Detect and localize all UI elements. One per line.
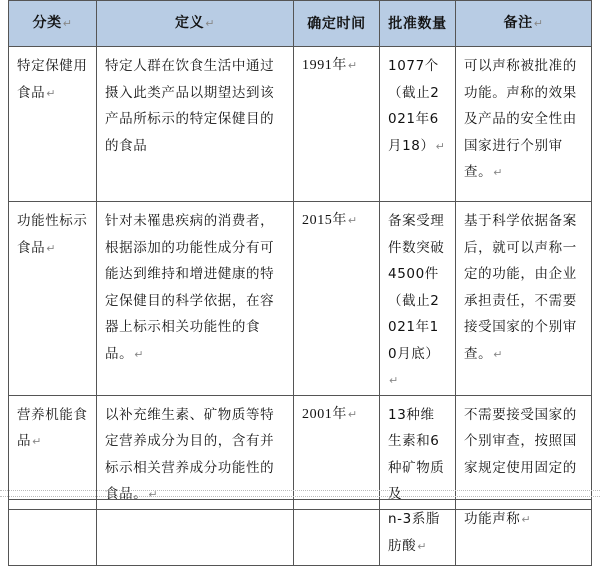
page-break-separator bbox=[0, 490, 600, 498]
header-cell-definition: 定义↵ bbox=[97, 1, 294, 47]
definition-cell: 以补充维生素、矿物质等特定营养成分为目的，含有并标示相关营养成分功能性的食品。↵ bbox=[97, 395, 294, 509]
category-cell bbox=[9, 500, 97, 566]
count-cell: 备案受理件数突破4500件（截止2021年10月底）↵ bbox=[380, 202, 456, 396]
header-cell-category: 分类↵ bbox=[9, 1, 97, 47]
date-cell: 2001年↵ bbox=[294, 395, 380, 509]
category-cell: 功能性标示食品↵ bbox=[9, 202, 97, 396]
table-row bbox=[9, 202, 592, 396]
category-cell: 特定保健用食品↵ bbox=[9, 47, 97, 202]
date-cell: 1991年↵ bbox=[294, 47, 380, 202]
definition-cell: 针对未罹患疾病的消费者，根据添加的功能性成分有可能达到维持和增进健康的特定保健目的科学依据，在容器上标示相关功能性的食品。↵ bbox=[97, 202, 294, 396]
table-row bbox=[9, 500, 592, 566]
count-cell: 1077个（截止2021年6月18）↵ bbox=[380, 47, 456, 202]
category-cell: 营养机能食品↵ bbox=[9, 395, 97, 509]
definition-cell bbox=[97, 500, 294, 566]
count-cell: n-3系脂肪酸↵ bbox=[380, 500, 456, 566]
food-category-table bbox=[8, 0, 592, 510]
table-header-row bbox=[9, 1, 592, 47]
date-cell bbox=[294, 500, 380, 566]
header-cell-date: 确定时间 bbox=[294, 1, 380, 47]
definition-cell: 特定人群在饮食生活中通过摄入此类产品以期望达到该产品所标示的特定保健目的的食品 bbox=[97, 47, 294, 202]
header-cell-note: 备注↵ bbox=[456, 1, 592, 47]
date-cell: 2015年↵ bbox=[294, 202, 380, 396]
note-cell: 基于科学依据备案后，就可以声称一定的功能，由企业承担责任，不需要接受国家的个别审查。↵ bbox=[456, 202, 592, 396]
food-category-table-continued bbox=[8, 499, 592, 566]
header-cell-count: 批准数量 bbox=[380, 1, 456, 47]
note-cell: 不需要接受国家的个别审查，按照国家规定使用固定的 bbox=[456, 395, 592, 509]
count-cell: 13种维生素和6种矿物质及 bbox=[380, 395, 456, 509]
note-cell: 功能声称↵ bbox=[456, 500, 592, 566]
note-cell: 可以声称被批准的功能。声称的效果及产品的安全性由国家进行个别审查。↵ bbox=[456, 47, 592, 202]
table-row bbox=[9, 47, 592, 202]
